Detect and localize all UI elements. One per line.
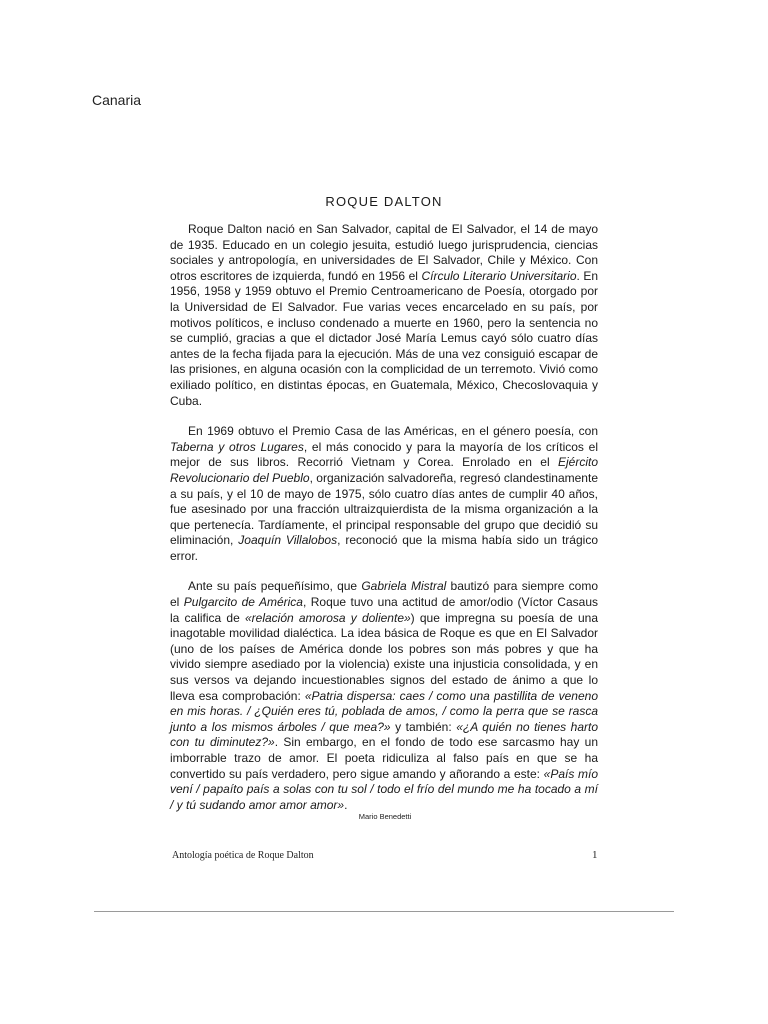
page-number: 1 [592,849,598,861]
p1-text-2: . En 1956, 1958 y 1959 obtuvo el Premio Centroamericano de Poesía, otorgado por la Universidad de El Salvador. Fue varias veces encarcelado en su país, por motivos políticos, e incluso condenado a muerte en 1960, pero la sentencia no se cumplió, gracias a que el dictador José María Lemus cayó sólo cuatro días antes de la fecha fijada para la ejecución. Más de una vez consiguió escapar de las prisiones, en alguna ocasión con la complicidad de un terremoto. Vivió como exiliado político, en distintas épocas, en Guatemala, México, Checoslovaquia y Cuba. [170,268,599,408]
p3-text-7: . [344,797,348,812]
paragraph-3 [170,579,598,813]
paragraph-2 [170,424,598,564]
p3-text-1: Ante su país pequeñísimo, que [188,579,362,594]
paragraph-1 [170,222,598,409]
p3-italic-1: Gabriela Mistral [361,579,447,594]
p2-italic-1: Taberna y otros Lugares [170,439,304,454]
p3-text-4: ) que impregna su poesía de una inagotable movilidad dialéctica. La idea básica de Roque es que en El Salvador (uno de los países de América donde los pobres son más pobres y que ha vivido siempre asediado por la violencia) existe una injusticia consolidada, y en sus versos va dejando incuestionables signos del estado de ánimo a que lo lleva esa comprobación: [170,610,598,703]
p2-text-1: En 1969 obtuvo el Premio Casa de las Américas, en el género poesía, con [188,424,598,439]
p2-text-3: , organización salvadoreña, regresó clandestinamente a su país, y el 10 de mayo de 1975, sólo cuatro días antes de cumplir 40 años, fue asesinado por una fracción ultraizquierdista de la misma organización a la que pertenecía. Tardíamente, el principal responsable del grupo que decidió su eliminación, [170,470,598,548]
p2-italic-2: Ejército Revolucionario del Pueblo [170,455,598,485]
p3-italic-5: «¿A quién no tienes harto con tu diminutez?» [170,719,599,750]
article-body [170,222,598,828]
p3-text-3: , Roque tuvo una actitud de amor/odio (Víctor Casaus la califica de [170,595,598,625]
footer-title: Antología poética de Roque Dalton [172,850,314,861]
p3-text-2: bautizó para siempre como el [170,579,598,610]
p1-text-1: Roque Dalton nació en San Salvador, capital de El Salvador, el 14 de mayo de 1935. Educado en un colegio jesuita, estudió luego jurisprudencia, ciencias sociales y antropología, en universidades de El Salvador, Chile y México. Con otros escritores de izquierda, fundó en 1956 el [170,222,598,283]
p3-italic-3: «relación amorosa y doliente» [244,610,411,625]
p2-text-4: , reconoció que la misma había sido un trágico error. [170,533,598,563]
p1-italic-1: Círculo Literario Universitario [421,268,577,283]
header-label: Canaria [92,92,142,108]
p3-italic-6: «País mío vení / papaíto país a solas con tu sol / todo el frío del mundo me ha tocado a mí / y tú sudando amor amor amor» [170,766,598,812]
page-divider [94,911,674,912]
p2-italic-3: Joaquín Villalobos [238,533,338,548]
p3-italic-4: «Patria dispersa: caes / como una pastillita de veneno en mis horas. / ¿Quién eres tú, poblada de amos, / como la perra que se rasca junto a los mismos árboles / que mea?» [170,688,598,734]
p2-text-2: , el más conocido y para la mayoría de los críticos el mejor de sus libros. Recorrió Vietnam y Corea. Enrolado en el [170,439,599,470]
p3-text-6: . Sin embargo, en el fondo de todo ese sarcasmo hay un imborrable trazo de amor. El poeta ridiculiza al falso país en que se ha convertido su país verdadero, pero sigue amando y añorando a este: [170,735,599,781]
article-title: ROQUE DALTON [325,194,443,209]
author-signature: Mario Benedetti [358,812,412,821]
p3-text-5: y también: [390,719,457,734]
p3-italic-2: Pulgarcito de América [183,595,303,610]
